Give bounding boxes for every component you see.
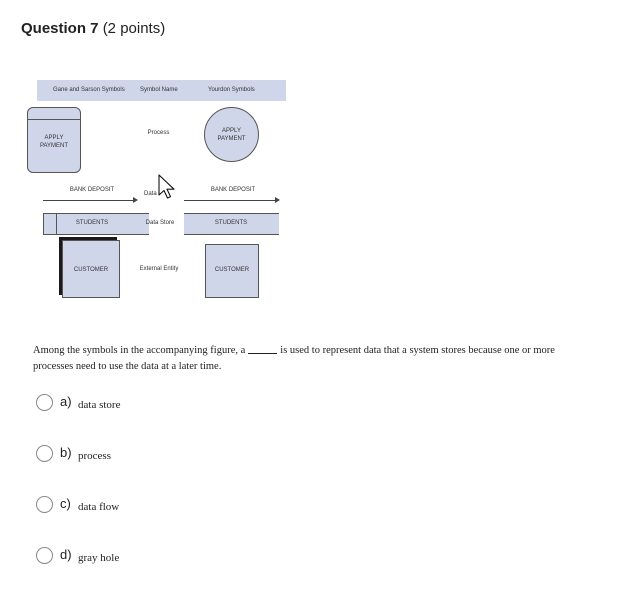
- question-number: Question 7: [21, 20, 99, 37]
- answer-blank: [248, 353, 277, 354]
- radio-c[interactable]: [36, 496, 53, 513]
- radio-b[interactable]: [36, 445, 53, 462]
- yourdon-dataflow-label: BANK DEPOSIT: [210, 187, 256, 193]
- process-symbol-name: Process: [147, 130, 170, 136]
- stem-after-blank: is used to represent data that a system stores because one or more processes need to use the data at a later time.: [33, 345, 555, 372]
- option-b-text: process: [78, 450, 111, 462]
- dataflow-symbol-name: Data: [144, 191, 157, 197]
- question-stem: [33, 343, 593, 374]
- option-c-text: data flow: [78, 501, 120, 513]
- question-points: (2 points): [102, 20, 166, 37]
- radio-d[interactable]: [36, 547, 53, 564]
- stem-before-blank: Among the symbols in the accompanying figure, a: [33, 345, 246, 356]
- header-symbol-name: Symbol Name: [140, 87, 178, 93]
- gs-process-label: APPLY PAYMENT: [39, 135, 69, 149]
- gs-dataflow-label: BANK DEPOSIT: [69, 187, 115, 193]
- yourdon-process-label: APPLY PAYMENT: [217, 128, 246, 142]
- option-b-letter: b): [60, 445, 72, 460]
- gs-dataflow-arrowhead: [133, 197, 138, 203]
- gs-external-entity-label: CUSTOMER: [73, 267, 109, 273]
- yourdon-external-entity-label: CUSTOMER: [214, 267, 250, 273]
- header-gane-sarson: Gane and Sarson Symbols: [53, 87, 125, 93]
- yourdon-datastore-label: STUDENTS: [214, 220, 248, 226]
- option-a-letter: a): [60, 394, 72, 409]
- gs-dataflow-arrow: [43, 200, 133, 201]
- question-title: [21, 20, 165, 37]
- yourdon-dataflow-arrow: [184, 200, 275, 201]
- option-d-text: gray hole: [78, 552, 120, 564]
- option-a-text: data store: [78, 399, 121, 411]
- header-yourdon: Yourdon Symbols: [208, 87, 255, 93]
- radio-a[interactable]: [36, 394, 53, 411]
- mouse-pointer-icon: [158, 174, 176, 200]
- yourdon-dataflow-arrowhead: [275, 197, 280, 203]
- option-d-letter: d): [60, 547, 72, 562]
- gs-datastore-label: STUDENTS: [75, 220, 109, 226]
- external-entity-symbol-name: External Entity: [139, 266, 179, 272]
- option-c-letter: c): [60, 496, 71, 511]
- datastore-symbol-name: Data Store: [145, 220, 175, 226]
